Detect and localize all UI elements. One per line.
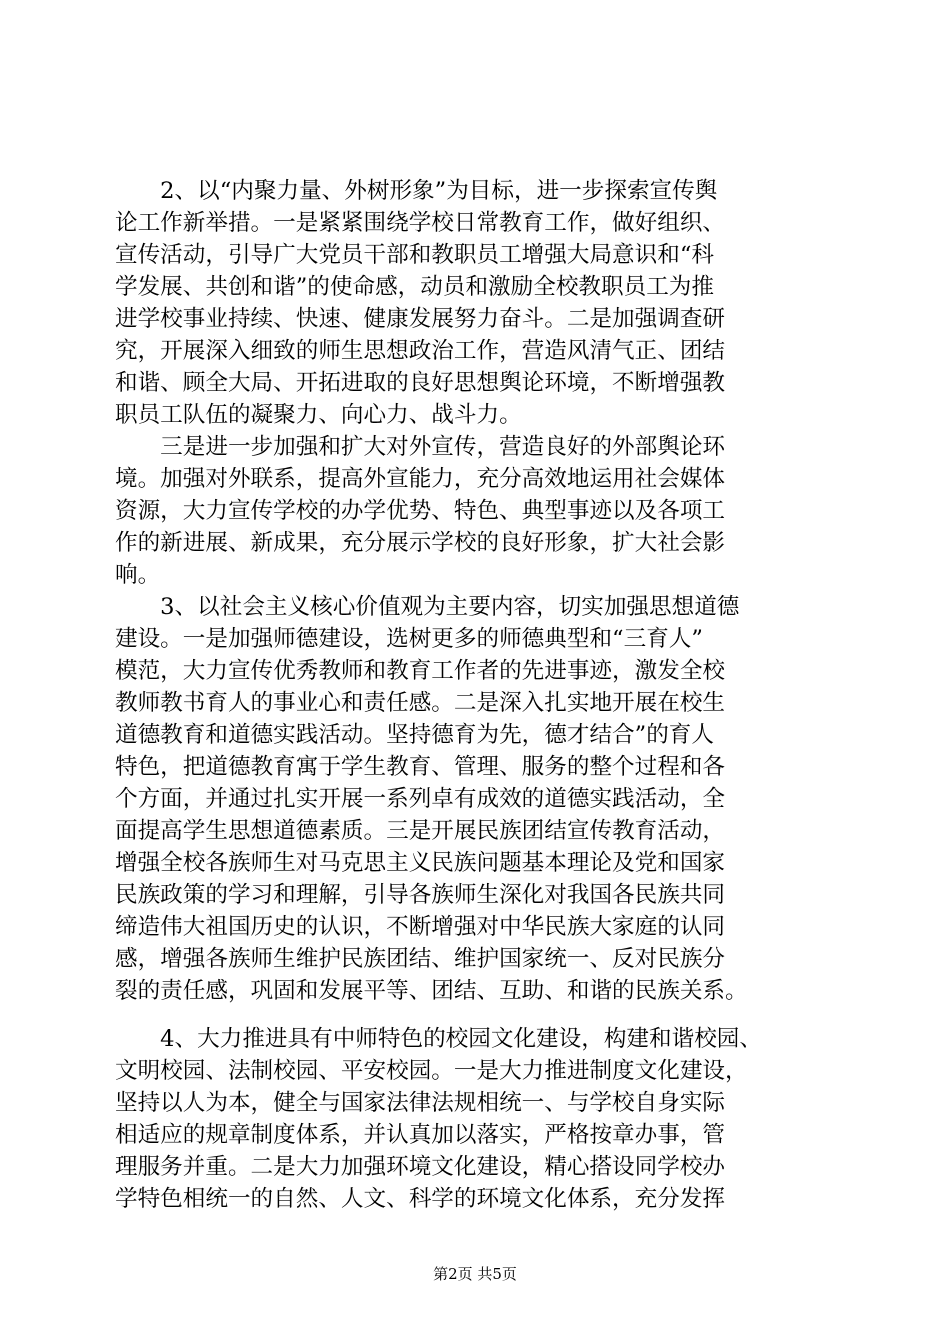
text-line: 面提高学生思想道德素质。三是开展民族团结宣传教育活动， xyxy=(115,818,726,844)
text-line: 文明校园、法制校园、平安校园。一是大力推进制度文化建设， xyxy=(115,1058,748,1084)
text-line: 裂的责任感，巩固和发展平等、团结、互助、和谐的民族关系。 xyxy=(115,978,748,1004)
page-number-footer: 第2页 共5页 xyxy=(433,1265,517,1283)
text-line: 民族政策的学习和理解，引导各族师生深化对我国各民族共同 xyxy=(115,882,726,908)
text-line: 境。加强对外联系，提高外宣能力，充分高效地运用社会媒体 xyxy=(115,466,726,492)
text-line: 建设。一是加强师德建设，选树更多的师德典型和“三育人” xyxy=(115,626,703,652)
text-line: 教师教书育人的事业心和责任感。二是深入扎实地开展在校生 xyxy=(115,690,726,716)
text-line: 坚持以人为本，健全与国家法律法规相统一、与学校自身实际 xyxy=(115,1090,726,1116)
text-line: 个方面，并通过扎实开展一系列卓有成效的道德实践活动，全 xyxy=(115,786,726,812)
text-line: 特色，把道德教育寓于学生教育、管理、服务的整个过程和各 xyxy=(115,754,726,780)
text-line: 资源，大力宣传学校的办学优势、特色、典型事迹以及各项工 xyxy=(115,498,726,524)
text-line: 学特色相统一的自然、人文、科学的环境文化体系，充分发挥 xyxy=(115,1186,726,1212)
text-line: 相适应的规章制度体系，并认真加以落实，严格按章办事，管 xyxy=(115,1122,726,1148)
text-line: 作的新进展、新成果，充分展示学校的良好形象，扩大社会影 xyxy=(115,530,726,556)
text-line: 进学校事业持续、快速、健康发展努力奋斗。二是加强调查研 xyxy=(115,306,726,332)
text-line: 2、以“内聚力量、外树形象”为目标，进一步探索宣传舆 xyxy=(115,178,718,204)
text-line: 3、以社会主义核心价值观为主要内容，切实加强思想道德 xyxy=(115,594,740,620)
text-line: 道德教育和道德实践活动。坚持德育为先，德才结合”的育人 xyxy=(115,722,714,748)
text-line: 论工作新举措。一是紧紧围绕学校日常教育工作，做好组织、 xyxy=(115,210,726,236)
text-line: 感，增强各族师生维护民族团结、维护国家统一、反对民族分 xyxy=(115,946,726,972)
text-line: 模范，大力宣传优秀教师和教育工作者的先进事迹，激发全校 xyxy=(115,658,726,684)
text-line: 4、大力推进具有中师特色的校园文化建设，构建和谐校园、 xyxy=(115,1026,762,1052)
text-line: 究，开展深入细致的师生思想政治工作，营造风清气正、团结 xyxy=(115,338,726,364)
text-line: 和谐、顾全大局、开拓进取的良好思想舆论环境，不断增强教 xyxy=(115,370,726,396)
text-line: 学发展、共创和谐”的使命感，动员和激励全校教职员工为推 xyxy=(115,274,714,300)
text-line: 响。 xyxy=(115,562,161,588)
text-line: 理服务并重。二是大力加强环境文化建设，精心搭设同学校办 xyxy=(115,1154,726,1180)
text-line: 三是进一步加强和扩大对外宣传，营造良好的外部舆论环 xyxy=(115,434,726,460)
text-line: 缔造伟大祖国历史的认识，不断增强对中华民族大家庭的认同 xyxy=(115,914,726,940)
text-line: 职员工队伍的凝聚力、向心力、战斗力。 xyxy=(115,402,522,428)
text-line: 增强全校各族师生对马克思主义民族问题基本理论及党和国家 xyxy=(115,850,726,876)
text-line: 宣传活动，引导广大党员干部和教职员工增强大局意识和“科 xyxy=(115,242,714,268)
